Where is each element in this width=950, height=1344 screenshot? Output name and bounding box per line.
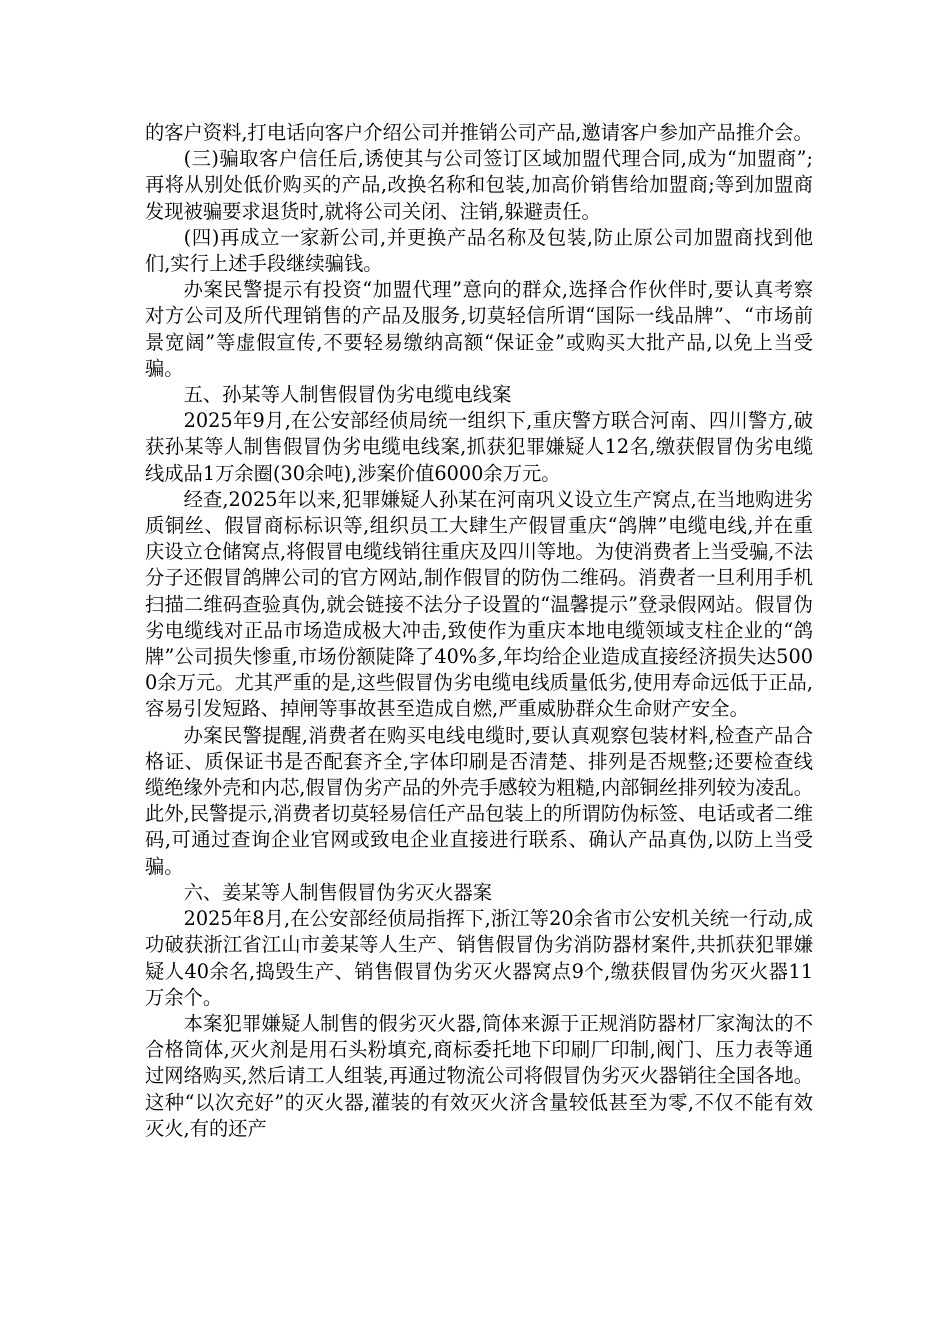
paragraph-police-advice-cables: 办案民警提醒,消费者在购买电线电缆时,要认真观察包装材料,检查产品合格证、质保证书是否配套齐全,字体印刷是否清楚、排列是否规整;还要检查线缆绝缘外壳和内芯,假冒伪劣产品的外壳手感较为粗糙,内部铜丝排列较为凌乱。此外,民警提示,消费者切莫轻易信任产品包装上的所谓防伪标签、电话或者二维码,可通过查询企业官网或致电企业直接进行联系、确认产品真伪,以防上当受骗。 <box>145 723 813 878</box>
paragraph-step-four: (四)再成立一家新公司,并更换产品名称及包装,防止原公司加盟商找到他们,实行上述手段继续骗钱。 <box>145 225 813 276</box>
paragraph-continuation: 的客户资料,打电话向客户介绍公司并推销公司产品,邀请客户参加产品推介会。 <box>145 121 813 144</box>
section-heading-six: 六、姜某等人制售假冒伪劣灭火器案 <box>183 880 493 904</box>
document-body <box>145 120 813 1142</box>
section-heading-five: 五、孙某等人制售假冒伪劣电缆电线案 <box>183 383 512 407</box>
paragraph-case-five-summary: 2025年9月,在公安部经侦局统一组织下,重庆警方联合河南、四川警方,破获孙某等人制售假冒伪劣电缆电线案,抓获犯罪嫌疑人12名,缴获假冒伪劣电缆线成品1万余圈(30余吨),涉案价值6000余万元。 <box>145 409 813 485</box>
paragraph-step-three: (三)骗取客户信任后,诱使其与公司签订区域加盟代理合同,成为“加盟商”;再将从别处低价购买的产品,改换名称和包装,加高价销售给加盟商;等到加盟商发现被骗要求退货时,就将公司关闭、注销,躲避责任。 <box>145 147 813 223</box>
paragraph-case-six-summary: 2025年8月,在公安部经侦局指挥下,浙江等20余省市公安机关统一行动,成功破获浙江省江山市姜某等人生产、销售假冒伪劣消防器材案件,共抓获犯罪嫌疑人40余名,捣毁生产、销售假冒伪劣灭火器窝点9个,缴获假冒伪劣灭火器11万余个。 <box>145 907 813 1009</box>
paragraph-police-advice-franchise: 办案民警提示有投资“加盟代理”意向的群众,选择合作伙伴时,要认真考察对方公司及所代理销售的产品及服务,切莫轻信所谓“国际一线品牌”、“市场前景宽阔”等虚假宣传,不要轻易缴纳高额“保证金”或购买大批产品,以免上当受骗。 <box>145 278 813 380</box>
paragraph-case-six-details: 本案犯罪嫌疑人制售的假劣灭火器,筒体来源于正规消防器材厂家淘汰的不合格筒体,灭火剂是用石头粉填充,商标委托地下印刷厂印制,阀门、压力表等通过网络购买,然后请工人组装,再通过物流公司将假冒伪劣灭火器销往全国各地。这种“以次充好”的灭火器,灌装的有效灭火济含量较低甚至为零,不仅不能有效灭火,有的还产 <box>145 1011 813 1140</box>
paragraph-case-five-details: 经查,2025年以来,犯罪嫌疑人孙某在河南巩义设立生产窝点,在当地购进劣质铜丝、假冒商标标识等,组织员工大肆生产假冒重庆“鸽牌”电缆电线,并在重庆设立仓储窝点,将假冒电缆线销往重庆及四川等地。为使消费者上当受骗,不法分子还假冒鸽牌公司的官方网站,制作假冒的防伪二维码。消费者一旦利用手机扫描二维码查验真伪,就会链接不法分子设置的“温馨提示”登录假网站。假冒伪劣电缆线对正品市场造成极大冲击,致使作为重庆本地电缆领域支柱企业的“鸽牌”公司损失惨重,市场份额陡降了40%多,年均给企业造成直接经济损失达5000余万元。尤其严重的是,这些假冒伪劣电缆电线质量低劣,使用寿命远低于正品,容易引发短路、掉闸等事故甚至造成自燃,严重威胁群众生命财产安全。 <box>145 487 813 721</box>
